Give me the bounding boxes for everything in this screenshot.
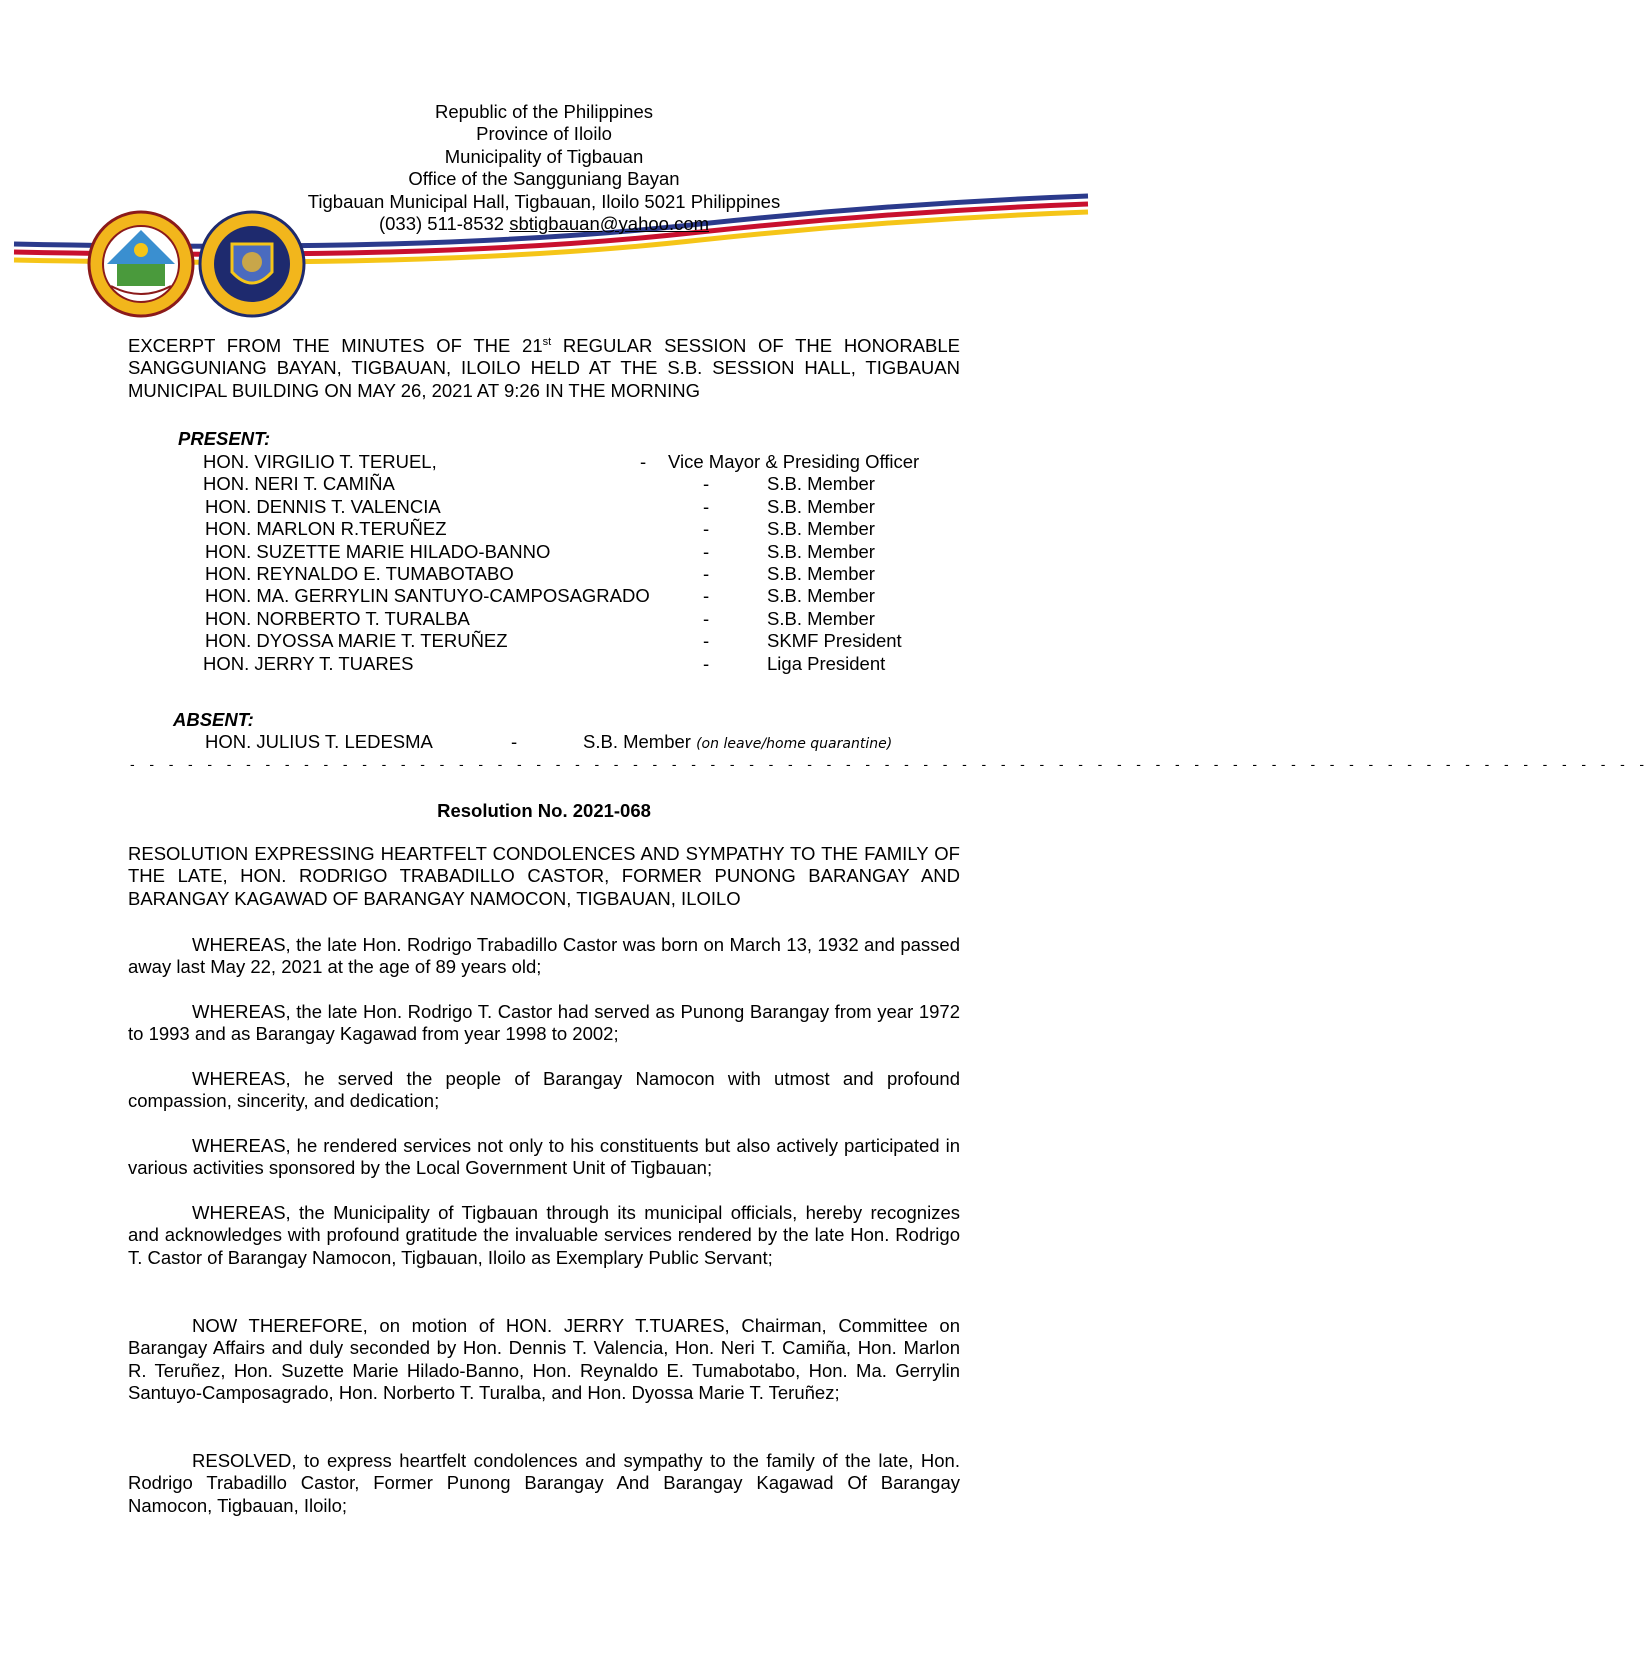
- resolution-paragraph: NOW THEREFORE, on motion of HON. JERRY T.TUARES, Chairman, Committee on Barangay Affairs and duly seconded by Hon. Dennis T. Valencia, Hon. Neri T. Camiña, Hon. Marlon R. Teruñez, Hon. Suzette Marie Hilado-Banno, Hon. Reynaldo E. Tumabotabo, Hon. Ma. Gerrylin Santuyo-Camposagrado, Hon. Norberto T. Turalba, and Hon. Dyossa Marie T. Teruñez;: [128, 1315, 960, 1404]
- member-role: Liga President: [767, 652, 886, 674]
- member-name: HON. DENNIS T. VALENCIA: [205, 495, 441, 517]
- absence-note: (on leave/home quarantine): [696, 736, 893, 752]
- resolution-paragraph: RESOLVED, to express heartfelt condolences and sympathy to the family of the late, Hon. Rodrigo Trabadillo Castor, Former Punong Barangay And Barangay Kagawad Of Barangay Namocon, Tigbauan, Iloilo;: [128, 1450, 960, 1516]
- member-role: S.B. Member: [767, 607, 875, 629]
- member-role: S.B. Member: [583, 731, 691, 752]
- present-row: [0, 473, 1088, 495]
- member-name: HON. MA. GERRYLIN SANTUYO-CAMPOSAGRADO: [205, 585, 650, 607]
- resolution-paragraph: WHEREAS, he rendered services not only to his constituents but also actively participated in various activities sponsored by the Local Government Unit of Tigbauan;: [128, 1135, 960, 1179]
- member-dash: -: [703, 607, 710, 629]
- present-row: [0, 608, 1088, 630]
- member-dash: -: [703, 495, 710, 517]
- present-row: [0, 518, 1088, 540]
- resolution-number: Resolution No. 2021-068: [437, 800, 651, 821]
- present-row: [0, 496, 1088, 518]
- member-role: SKMF President: [767, 630, 902, 652]
- present-row: [0, 541, 1088, 563]
- letterhead-line: Republic of the Philippines: [434, 101, 654, 122]
- member-name: HON. NERI T. CAMIÑA: [203, 473, 395, 495]
- resolution-paragraph: WHEREAS, the Municipality of Tigbauan through its municipal officials, hereby recognizes and acknowledges with profound gratitude the invaluable services rendered by the late Hon. Rodrigo T. Castor of Barangay Namocon, Tigbauan, Iloilo as Exemplary Public Servant;: [128, 1202, 960, 1268]
- member-dash: -: [703, 518, 710, 540]
- member-name: HON. REYNALDO E. TUMABOTABO: [205, 563, 514, 584]
- member-role: S.B. Member: [767, 585, 875, 607]
- member-role: Vice Mayor & Presiding Officer: [668, 451, 920, 472]
- member-dash: -: [511, 731, 518, 752]
- present-row: [0, 563, 1088, 585]
- ordinal-suffix: st: [542, 336, 552, 348]
- letterhead-line: Municipality of Tigbauan: [444, 145, 644, 167]
- member-name: HON. NORBERTO T. TURALBA: [205, 607, 470, 629]
- member-role: S.B. Member: [767, 518, 875, 540]
- member-role: S.B. Member: [767, 473, 875, 495]
- present-row: [0, 630, 1088, 652]
- member-role: S.B. Member: [767, 540, 875, 562]
- resolution-paragraph: WHEREAS, he served the people of Barangay Namocon with utmost and profound compassion, sincerity, and dedication;: [128, 1068, 960, 1112]
- member-name: HON. VIRGILIO T. TERUEL,: [203, 451, 437, 472]
- present-row: [0, 451, 1088, 473]
- absent-label: ABSENT:: [173, 709, 254, 730]
- member-name: HON. MARLON R.TERUÑEZ: [205, 518, 447, 540]
- member-dash: -: [703, 630, 710, 652]
- member-name: HON. JULIUS T. LEDESMA: [205, 731, 433, 752]
- email-link[interactable]: sbtigbauan@yahoo.com: [509, 213, 710, 235]
- resolution-paragraph: WHEREAS, the late Hon. Rodrigo Trabadillo Castor was born on March 13, 1932 and passed away last May 22, 2021 at the age of 89 years old;: [128, 934, 960, 978]
- letterhead-line: Province of Iloilo: [476, 123, 612, 145]
- member-name: HON. DYOSSA MARIE T. TERUÑEZ: [205, 630, 508, 652]
- member-dash: -: [703, 563, 710, 584]
- absent-row: [0, 731, 1088, 753]
- section-divider: - - - - - - - - - - - - - - - - - - - - - - - - - - - - - - - - - - - - - - - - - - - - - - - - - - - - - - - - - - - - - - - - - - - - - - - - - - - - - - -: [130, 756, 1650, 772]
- present-row: [0, 653, 1088, 675]
- member-name: HON. SUZETTE MARIE HILADO-BANNO: [205, 540, 551, 562]
- present-label: PRESENT:: [178, 428, 271, 449]
- resolution-paragraph: WHEREAS, the late Hon. Rodrigo T. Castor had served as Punong Barangay from year 1972 to 1993 and as Barangay Kagawad from year 1998 to 2002;: [128, 1001, 960, 1045]
- present-row: [0, 585, 1088, 607]
- member-dash: -: [703, 652, 710, 674]
- minutes-excerpt-heading: EXCERPT FROM THE MINUTES OF THE 21st REGULAR SESSION OF THE HONORABLE SANGGUNIANG BAYAN, TIGBAUAN, ILOILO HELD AT THE S.B. SESSION HALL, TIGBAUAN MUNICIPAL BUILDING ON MAY 26, 2021 AT 9:26 IN THE MORNING: [128, 335, 960, 401]
- member-role: S.B. Member: [767, 563, 875, 584]
- letterhead-line: Tigbauan Municipal Hall, Tigbauan, Iloilo 5021 Philippines: [307, 190, 781, 212]
- resolution-title: RESOLUTION EXPRESSING HEARTFELT CONDOLENCES AND SYMPATHY TO THE FAMILY OF THE LATE, HON. RODRIGO TRABADILLO CASTOR, FORMER PUNONG BARANGAY AND BARANGAY KAGAWAD OF BARANGAY NAMOCON, TIGBAUAN, ILOILO: [128, 843, 960, 909]
- member-dash: -: [640, 451, 647, 472]
- letterhead-line: Office of the Sangguniang Bayan: [408, 168, 680, 190]
- member-dash: -: [703, 585, 710, 607]
- member-role: S.B. Member: [767, 495, 875, 517]
- letterhead: [0, 101, 1088, 235]
- member-name: HON. JERRY T. TUARES: [203, 652, 414, 674]
- phone-number: (033) 511-8532: [378, 213, 505, 235]
- member-dash: -: [703, 540, 710, 562]
- contact-line: [0, 213, 1088, 235]
- member-dash: -: [703, 473, 710, 495]
